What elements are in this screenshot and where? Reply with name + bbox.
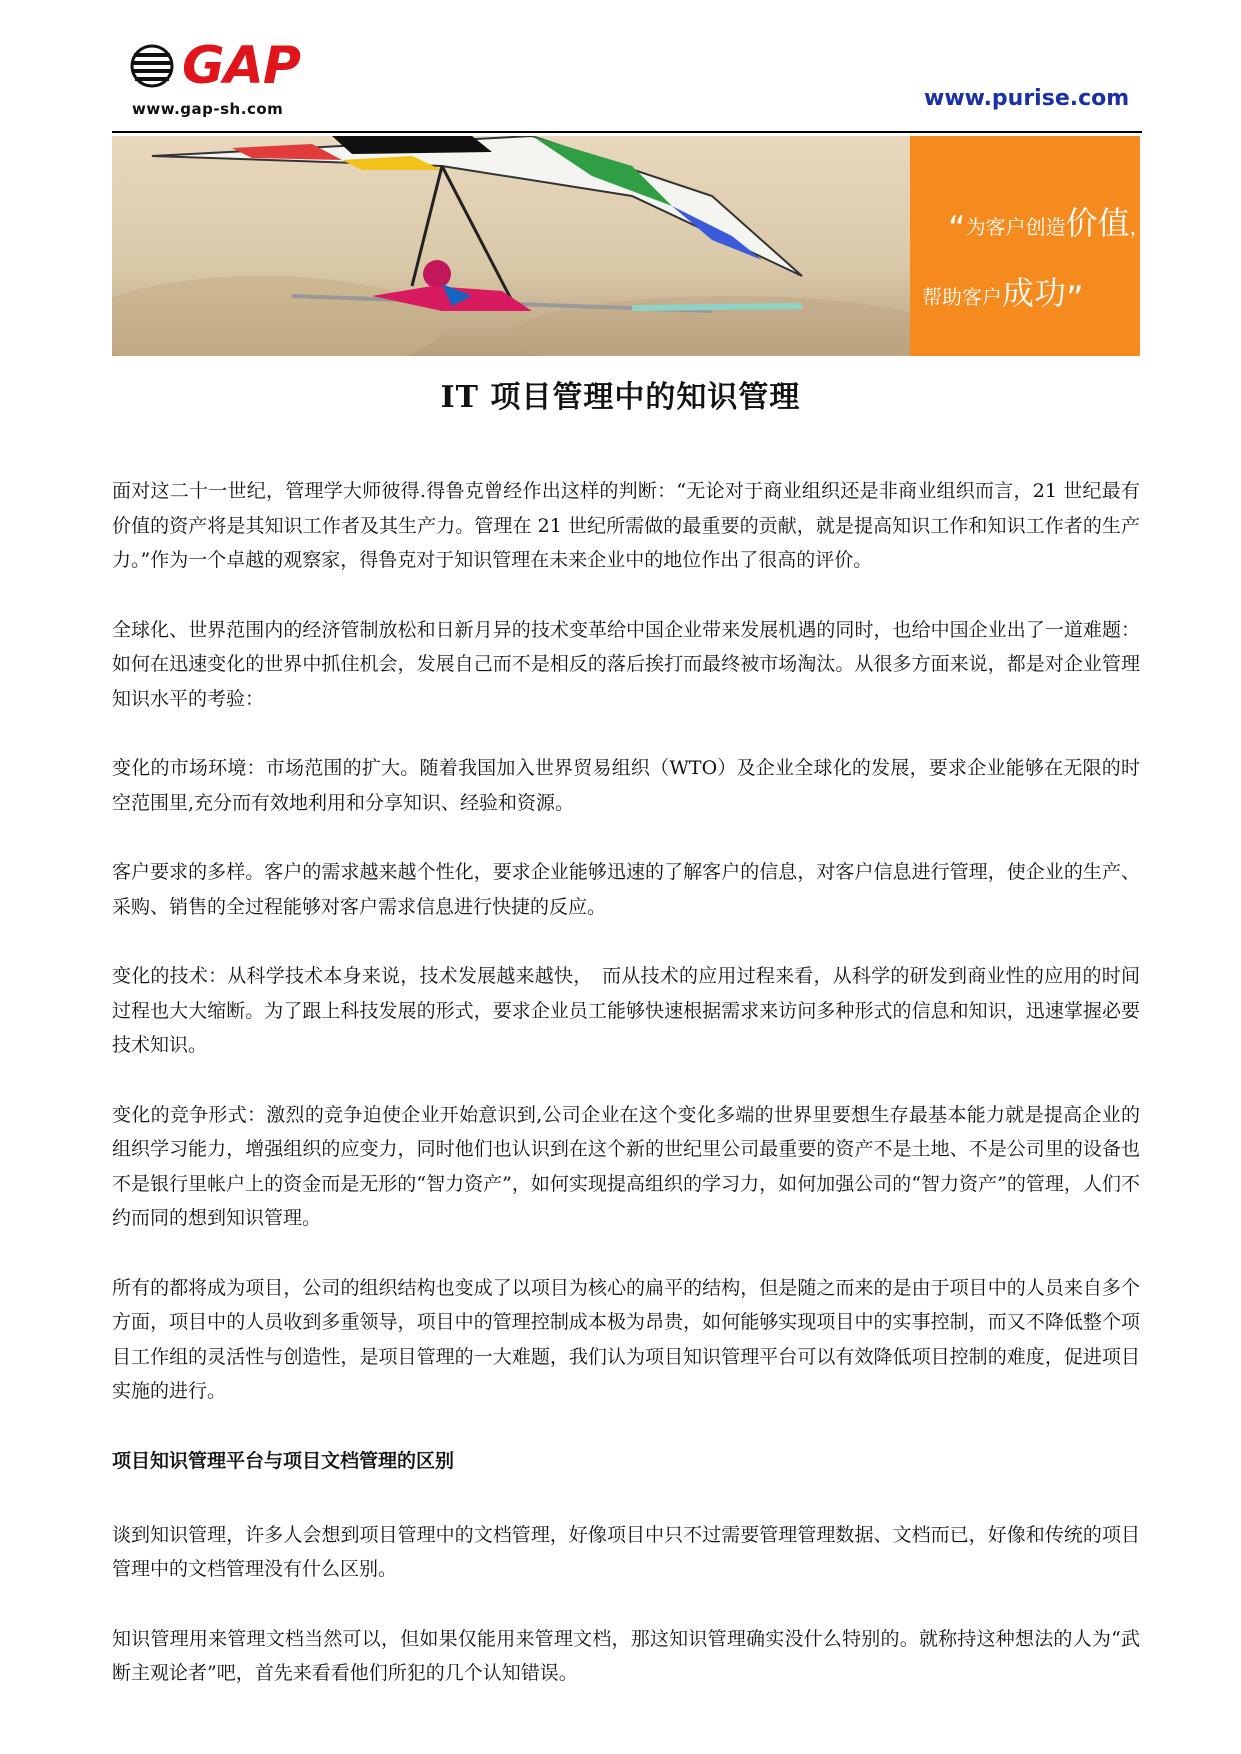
document-title: IT 项目管理中的知识管理: [440, 380, 801, 415]
hang-glider-photo: [112, 136, 910, 356]
paragraph: 谈到知识管理，许多人会想到项目管理中的文档管理，好像项目中只不过需要管理管理数据、文档而已，好像和传统的项目管理中的文档管理没有什么区别。: [112, 1523, 1140, 1580]
slogan-line-1: “为客户创造价值，: [948, 204, 1150, 249]
header-divider: [112, 131, 1142, 133]
paragraph: 知识管理用来管理文档当然可以，但如果仅能用来管理文档，那这知识管理确实没什么特别的。就称持这种想法的人为“武断主观论者”吧，首先来看看他们所犯的几个认知错误。: [112, 1627, 1140, 1684]
company-logo: [112, 30, 332, 122]
header-banner: [112, 136, 1150, 356]
paragraph: 变化的市场环境：市场范围的扩大。随着我国加入世界贸易组织（WTO）及企业全球化的发展，要求企业能够在无限的时空范围里,充分而有效地利用和分享知识、经验和资源。: [112, 757, 1140, 814]
site-url-link[interactable]: www.purise.com: [924, 86, 1130, 111]
globe-logo-icon: [130, 44, 174, 88]
document-body: [112, 474, 1140, 1726]
paragraph: 变化的技术：从科学技术本身来说，技术发展越来越快， 而从技术的应用过程来看，从科学的研发到商业性的应用的时间过程也大大缩断。为了跟上科技发展的形式，要求企业员工能够快速根据需求来访问多种形式的信息和知识，迅速掌握必要技术知识。: [112, 965, 1140, 1056]
slogan-line-2: 帮助客户成功”: [922, 274, 1084, 319]
paragraph: 变化的竞争形式：激烈的竞争迫使企业开始意识到,公司企业在这个变化多端的世界里要想生存最基本能力就是提高企业的组织学习能力，增强组织的应变力，同时他们也认识到在这个新的世纪里公司最重要的资产不是土地、不是公司里的设备也不是银行里帐户上的资金而是无形的“智力资产”，如何实现提高组织的学习力，如何加强公司的“智力资产”的管理，人们不约而同的想到知识管理。: [112, 1103, 1140, 1229]
paragraph: 客户要求的多样。客户的需求越来越个性化，要求企业能够迅速的了解客户的信息，对客户信息进行管理，使企业的生产、采购、销售的全过程能够对客户需求信息进行快捷的反应。: [112, 861, 1140, 918]
slogan-panel: [910, 136, 1150, 356]
paragraph: 全球化、世界范围内的经济管制放松和日新月异的技术变革给中国企业带来发展机遇的同时，也给中国企业出了一道难题：如何在迅速变化的世界中抓住机会，发展自己而不是相反的落后挨打而最终被市场淘汰。从很多方面来说，都是对企业管理知识水平的考验：: [112, 618, 1140, 710]
logo-url: www.gap-sh.com: [132, 100, 284, 118]
logo-wordmark: GAP: [182, 36, 301, 96]
section-heading: 项目知识管理平台与项目文档管理的区别: [112, 1449, 455, 1472]
paragraph: 面对这二十一世纪，管理学大师彼得.得鲁克曾经作出这样的判断：“无论对于商业组织还是非商业组织而言，21 世纪最有价值的资产将是其知识工作者及其生产力。管理在 21 世纪所需做的最重要的贡献，就是提高知识工作和知识工作者的生产力。”作为一个卓越的观察家，得鲁克对于知识管理在未来企业中的地位作出了很高的评价。: [112, 480, 1140, 571]
paragraph: 所有的都将成为项目，公司的组织结构也变成了以项目为核心的扁平的结构，但是随之而来的是由于项目中的人员来自多个方面，项目中的人员收到多重领导，项目中的管理控制成本极为昂贵，如何能够实现项目中的实事控制，而又不降低整个项目工作组的灵活性与创造性，是项目管理的一大难题，我们认为项目知识管理平台可以有效降低项目控制的难度，促进项目实施的进行。: [112, 1276, 1140, 1402]
